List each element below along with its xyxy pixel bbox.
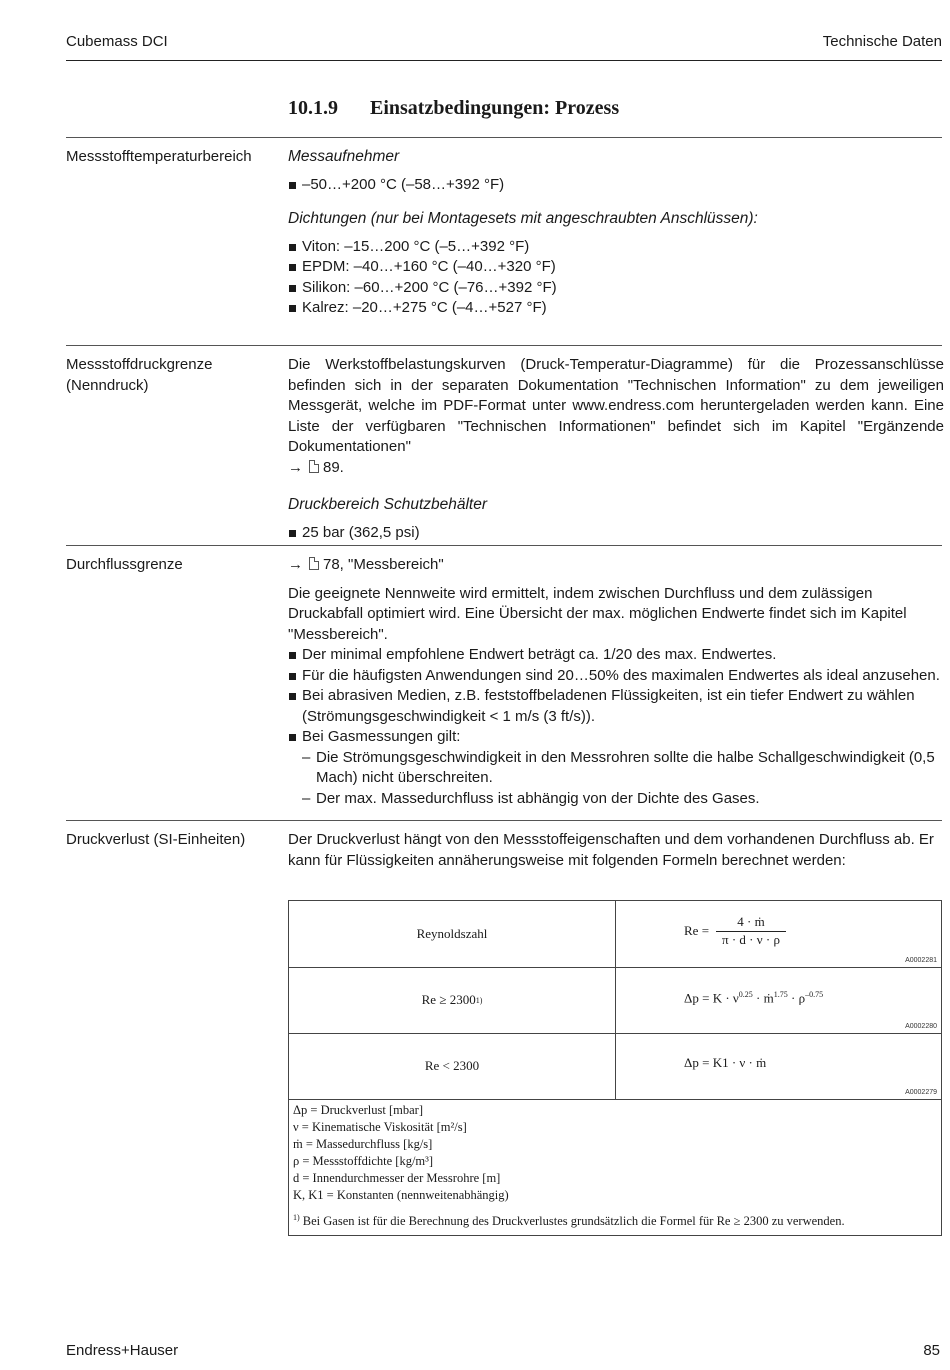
legend-item: ρ = Messstoffdichte [kg/m³] [293,1154,434,1168]
flow-text: Die geeignete Nennweite wird ermittelt, indem zwischen Durchfluss und dem zulässigen Druckabfall optimiert wird. Eine Übersicht der max. möglichen Endwerte findet sich im Kapitel "Messbereich". [288,584,907,643]
list-item: 25 bar (362,5 psi) [288,523,944,544]
dash-text: Der max. Massedurchfluss ist abhängig von der Dichte des Gases. [316,789,760,807]
figure-code: A0002279 [905,1089,937,1096]
list-item: Bei abrasiven Medien, z.B. feststoffbeladenen Flüssigkeiten, ist ein tiefer Endwert zu wählen (Strömungsgeschwindigkeit < 1 m/s (3 ft/s)). [288,686,944,727]
formula-body: Δp = K1 · ν · ṁ [684,1055,767,1070]
exponent: 1.75 [773,990,788,999]
content-temperature [288,147,944,319]
legend-item: Δp = Druckverlust [mbar] [293,1103,423,1117]
list-containment [288,523,944,544]
table-row [289,967,941,1034]
header-rule [66,60,942,61]
list-item: Silikon: –60…+200 °C (–76…+392 °F) [288,278,944,299]
formula-turbulent [616,967,941,1033]
row-label [289,967,616,1033]
formula-part: · ρ [787,990,806,1006]
list-item: –50…+200 °C (–58…+392 °F) [288,175,944,196]
figure-code: A0002280 [905,1023,937,1030]
legend-item: ṁ = Massedurchfluss [kg/s] [293,1137,433,1151]
footnote-text: Bei Gasen ist für die Berechnung des Druckverlustes grundsätzlich die Formel für Re ≥ 2300 zu verwenden. [302,1214,845,1229]
formula-part: Δp = K · ν [684,990,739,1006]
label-pressure-line2: (Nenndruck) [66,376,149,394]
dash-mark: – [302,748,311,766]
list-item: Für die häufigsten Anwendungen sind 20…50% des maximalen Endwertes als ideal anzusehen. [288,666,944,687]
formula-part: · ṁ [752,990,774,1006]
list-item: Kalrez: –20…+275 °C (–4…+527 °F) [288,298,944,319]
footnote-ref: 1) [475,995,483,1005]
list-item: Viton: –15…200 °C (–5…+392 °F) [288,237,944,258]
table-row [289,901,941,968]
exponent: –0.75 [805,990,824,999]
formula-body [684,990,823,1006]
page-icon [309,557,319,570]
row-label: Re < 2300 [289,1033,616,1099]
page-number: 85 [923,1342,940,1359]
arrow-icon: → [288,556,303,573]
loss-text: Der Druckverlust hängt von den Messstoffeigenschaften und dem vorhandenen Durchfluss ab. Er kann für Flüssigkeiten annäherungsweise mit folgenden Formeln berechnet werden: [288,831,934,869]
label-temperature: Messstofftemperaturbereich [66,148,252,165]
list-item [288,789,944,810]
section-heading: Einsatzbedingungen: Prozess [370,97,620,119]
dash-text: Die Strömungsgeschwindigkeit in den Messrohren sollte die halbe Schallgeschwindigkeit (0,5 Mach) nicht überschreiten. [316,748,935,786]
list-item: EPDM: –40…+160 °C (–40…+320 °F) [288,257,944,278]
formula-lhs: Re = [684,923,710,938]
content-loss [288,830,944,871]
list-item [288,748,944,789]
reference-page: 89. [323,458,344,476]
legend-item: d = Innendurchmesser der Messrohre [m] [293,1171,501,1185]
row-rule [66,545,942,546]
formula-legend [293,1102,509,1204]
figure-code: A0002281 [905,957,937,964]
label-pressure-line1: Messstoffdruckgrenze [66,356,213,373]
formula-denominator: π · d · ν · ρ [722,932,780,947]
reference-text: 78, "Messbereich" [323,556,444,573]
list-sensor [288,175,944,196]
header-chapter: Technische Daten [822,33,942,50]
table-footnote [293,1213,845,1229]
section-number: 10.1.9 [288,97,338,119]
arrow-icon: → [288,458,303,476]
list-seals [288,237,944,319]
list-item: Der minimal empfohlene Endwert beträgt ca. 1/20 des max. Endwertes. [288,645,944,666]
row-label: Reynoldszahl [289,901,616,967]
exponent: 0.25 [738,990,753,999]
list-gas [288,748,944,810]
formula-numerator: 4 · ṁ [737,914,765,929]
footnote-mark: 1) [293,1213,300,1222]
label-loss: Druckverlust (SI-Einheiten) [66,831,246,848]
formula-table [288,900,942,1236]
content-pressure [288,355,944,543]
row-label-text: Re ≥ 2300 [421,992,476,1007]
footer-company: Endress+Hauser [66,1342,179,1359]
section-title [288,97,619,120]
formula-reynolds [616,901,941,967]
row-rule [66,345,942,346]
content-flow [288,555,944,809]
formula-laminar [616,1033,941,1099]
row-rule [66,820,942,821]
table-row [289,1033,941,1100]
subheading-seals: Dichtungen (nur bei Montagesets mit angeschraubten Anschlüssen): [288,210,758,227]
pressure-reference[interactable] [288,458,944,479]
list-item: Bei Gasmessungen gilt: [288,727,944,748]
label-flow: Durchflussgrenze [66,556,183,573]
section-rule [66,137,942,138]
subheading-containment: Druckbereich Schutzbehälter [288,496,488,513]
dash-mark: – [302,789,311,807]
flow-reference[interactable] [288,555,944,576]
page-icon [309,460,319,473]
legend-item: K, K1 = Konstanten (nennweitenabhängig) [293,1188,509,1202]
label-pressure [66,355,212,396]
header-product: Cubemass DCI [66,33,168,50]
subheading-sensor: Messaufnehmer [288,148,400,165]
list-flow [288,645,944,748]
pressure-text: Die Werkstoffbelastungskurven (Druck-Temperatur-Diagramme) für die Prozessanschlüsse befinden sich in der separaten Dokumentation "Technischen Information" zu dem jeweiligen Messgerät, welche im PDF-Format unter www.endress.com heruntergeladen werden kann. Eine Liste der verfügbaren "Technischen Informationen" befindet sich im Kapitel "Ergänzende Dokumentationen" [288,356,944,455]
legend-item: ν = Kinematische Viskosität [m²/s] [293,1120,467,1134]
